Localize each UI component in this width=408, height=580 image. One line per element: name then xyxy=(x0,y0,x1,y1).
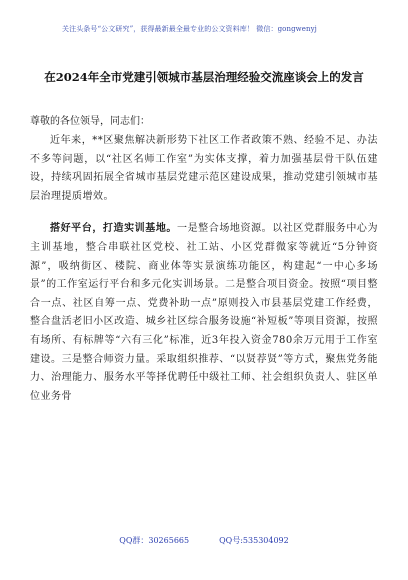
paragraph-text: 近年来，**区聚焦解决新形势下社区工作者政策不熟、经验不足、办法不多等问题，以“社区名师工作室”为实体支撑，着力加强基层骨干队伍建设，持续巩固拓展全省城市基层党建示范区建设成果，推动党建引领城市基层治理提质增效。 xyxy=(30,135,378,202)
footer-banner xyxy=(0,535,408,546)
paragraph xyxy=(30,220,378,406)
footer-qq-number: QQ号:535304092 xyxy=(219,536,289,545)
paragraph xyxy=(30,132,378,206)
paragraph-text: 一是整合场地资源。以社区党群服务中心为主训基地，整合串联社区党校、社工站、小区党群微家等就近“5分钟资源”，吸纳街区、楼院、商业体等实景演练功能区，构建起“一中心多场景”的工作室运行平台和多元化实训场景。二是整合项目资金。按照“项目整合一点、社区自筹一点、党费补助一点”原则投入市县基层党建工作经费，整合盘活老旧小区改造、城乡社区综合服务设施“补短板”等项目资源，按照有场所、有标牌等“六有三化”标准，近3年投入资金780余万元用于工作室建设。三是整合师资力量。采取组织推荐、“以贤荐贤”等方式，聚焦党务能力、治理能力、服务水平等择优聘任中级社工师、社会组织负责人、驻区单位业务骨 xyxy=(30,223,378,402)
document-title: 在2024年全市党建引领城市基层治理经验交流座谈会上的发言 xyxy=(44,70,364,84)
salutation: 尊敬的各位领导，同志们： xyxy=(30,116,150,127)
paragraph-lead: 搭好平台，打造实训基地。 xyxy=(50,223,177,235)
document-body xyxy=(30,132,378,406)
header-banner: 关注头条号“公文研究”，获得最新最全最专业的公文资料库！ 微信：gongwenyj xyxy=(62,25,317,33)
footer-qq-group: QQ群：30265665 xyxy=(119,536,190,545)
